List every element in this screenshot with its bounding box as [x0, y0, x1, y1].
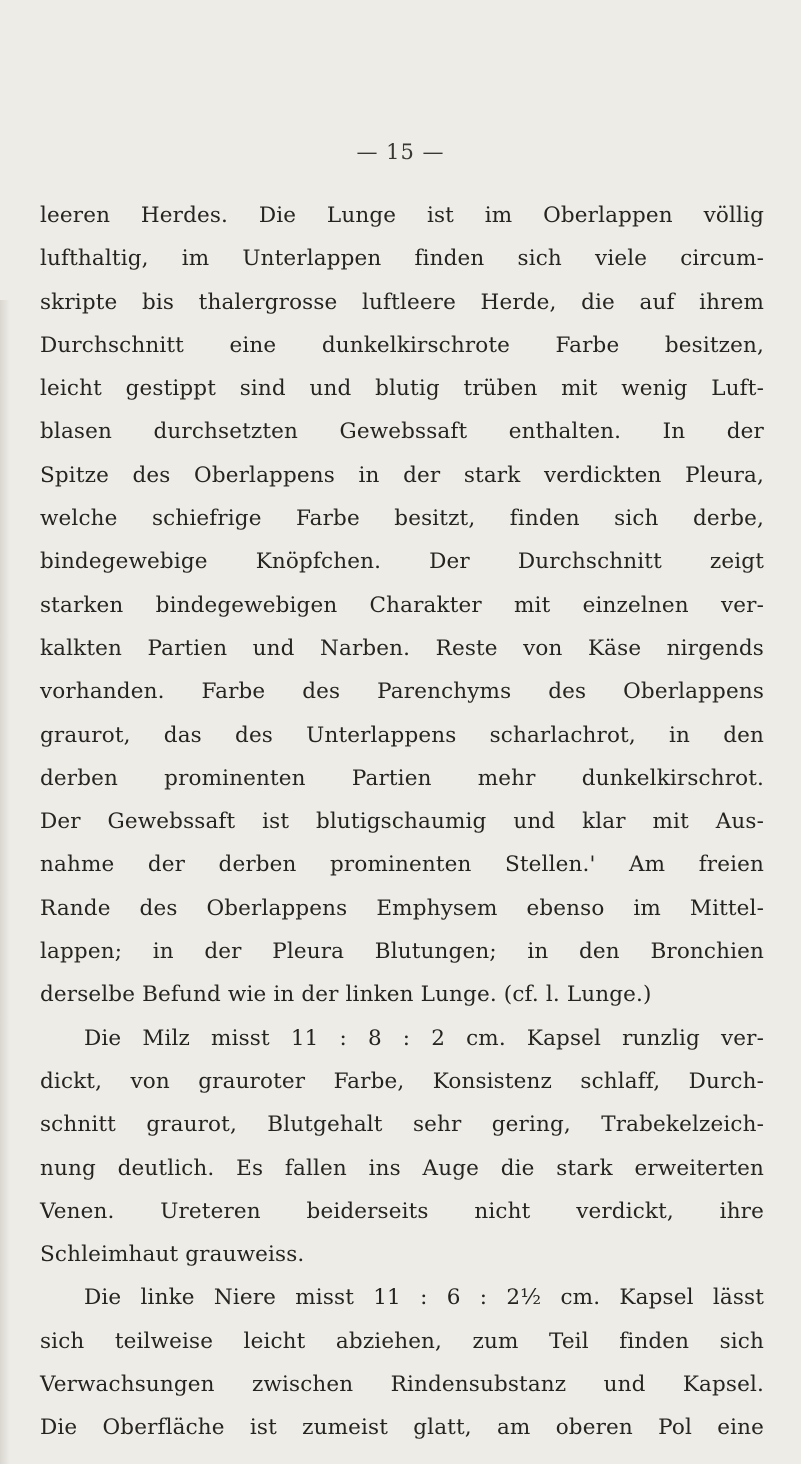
text-line: Verwachsungen zwischen Rindensubstanz und Kapsel.	[40, 1372, 764, 1398]
text-line: nahme der derben prominenten Stellen.' Am freien	[40, 852, 764, 878]
text-line: kalkten Partien und Narben. Reste von Käse nirgends	[40, 635, 764, 661]
text-line: starken bindegewebigen Charakter mit einzelnen ver-	[40, 592, 764, 618]
text-line: Der Gewebssaft ist blutigschaumig und klar mit Aus-	[40, 809, 764, 835]
text-line: bindegewebige Knöpfchen. Der Durchschnitt zeigt	[40, 549, 764, 575]
text-line: Durchschnitt eine dunkelkirschrote Farbe besitzen,	[40, 332, 764, 358]
text-line: vorhanden. Farbe des Parenchyms des Oberlappens	[40, 679, 764, 705]
page-number: — 15 —	[356, 140, 445, 164]
text-line: Die Oberfläche ist zumeist glatt, am oberen Pol eine	[40, 1415, 764, 1441]
text-line: Spitze des Oberlappens in der stark verdickten Pleura,	[40, 462, 764, 488]
text-line: dickt, von grauroter Farbe, Konsistenz schlaff, Durch-	[40, 1068, 764, 1094]
text-line: derselbe Befund wie in der linken Lunge. (cf. l. Lunge.)	[40, 982, 652, 1008]
text-line: leicht gestippt sind und blutig trüben mit wenig Luft-	[40, 376, 764, 402]
text-line: derben prominenten Partien mehr dunkelkirschrot.	[40, 765, 764, 791]
text-line: skripte bis thalergrosse luftleere Herde, die auf ihrem	[40, 289, 764, 315]
text-line: Rande des Oberlappens Emphysem ebenso im Mittel-	[40, 895, 764, 921]
text-line: blasen durchsetzten Gewebssaft enthalten. In der	[40, 419, 764, 445]
text-line: sich teilweise leicht abziehen, zum Teil finden sich	[40, 1328, 764, 1354]
text-line: Die linke Niere misst 11 : 6 : 2½ cm. Kapsel lässt	[84, 1285, 764, 1311]
body-text	[40, 194, 764, 1450]
text-line: schnitt graurot, Blutgehalt sehr gering, Trabekelzeich-	[40, 1112, 764, 1138]
text-line: leeren Herdes. Die Lunge ist im Oberlappen völlig	[40, 203, 764, 228]
page-binding-shadow	[0, 300, 10, 1464]
text-line: nung deutlich. Es fallen ins Auge die stark erweiterten	[40, 1155, 764, 1181]
text-line: lappen; in der Pleura Blutungen; in den Bronchien	[40, 939, 764, 965]
text-line: graurot, das des Unterlappens scharlachrot, in den	[40, 722, 764, 748]
text-line: Venen. Ureteren beiderseits nicht verdickt, ihre	[40, 1198, 764, 1224]
text-line: Die Milz misst 11 : 8 : 2 cm. Kapsel runzlig ver-	[84, 1025, 764, 1051]
text-line: Schleimhaut grauweiss.	[40, 1242, 305, 1268]
text-line: lufthaltig, im Unterlappen finden sich viele circum-	[40, 246, 764, 272]
text-line: welche schiefrige Farbe besitzt, finden sich derbe,	[40, 506, 764, 532]
